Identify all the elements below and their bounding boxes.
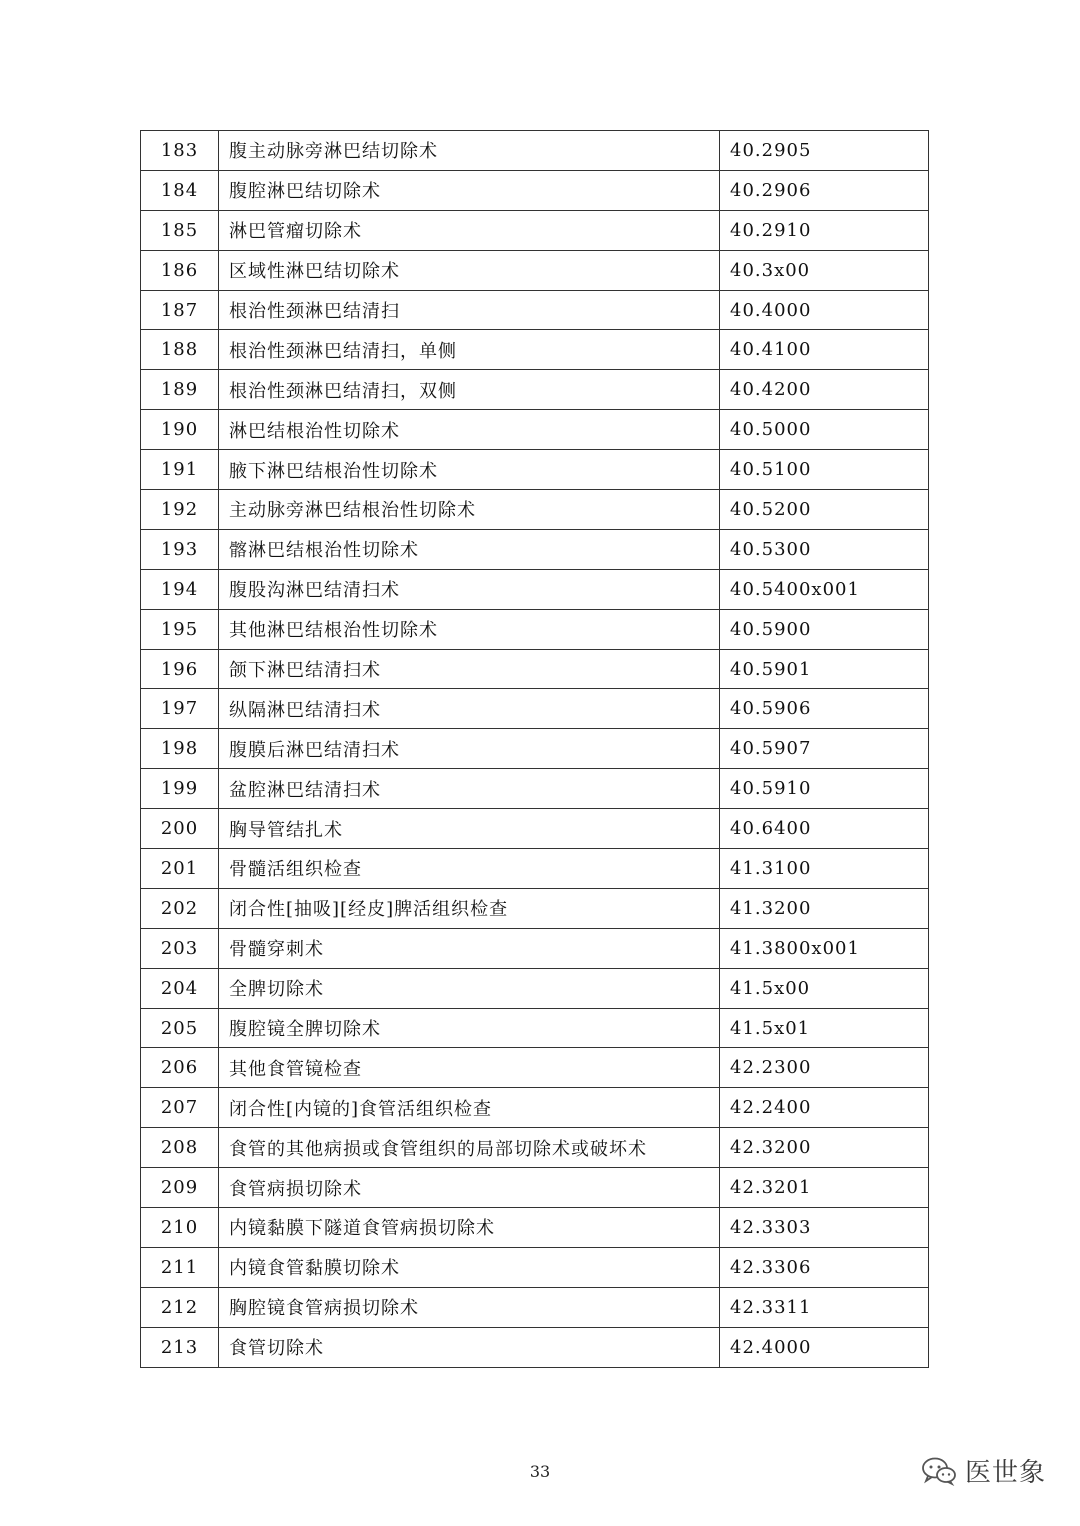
table-row	[141, 490, 929, 530]
procedure-code: 40.5900	[720, 609, 929, 649]
procedure-code: 40.5200	[720, 490, 929, 530]
procedure-name: 颌下淋巴结清扫术	[219, 649, 720, 689]
table-row	[141, 410, 929, 450]
page-number: 33	[529, 1462, 551, 1481]
row-number: 189	[141, 370, 219, 410]
procedure-code: 40.5400x001	[720, 569, 929, 609]
table-row	[141, 1168, 929, 1208]
wechat-icon	[921, 1456, 957, 1486]
procedure-code: 40.5907	[720, 729, 929, 769]
row-number: 194	[141, 569, 219, 609]
table-row	[141, 1247, 929, 1287]
table-body	[141, 131, 929, 1368]
row-number: 184	[141, 170, 219, 210]
procedure-code: 40.6400	[720, 809, 929, 849]
row-number: 212	[141, 1287, 219, 1327]
row-number: 207	[141, 1088, 219, 1128]
row-number: 198	[141, 729, 219, 769]
procedure-code: 42.3306	[720, 1247, 929, 1287]
procedure-name: 纵隔淋巴结清扫术	[219, 689, 720, 729]
procedure-name: 腹股沟淋巴结清扫术	[219, 569, 720, 609]
row-number: 192	[141, 490, 219, 530]
row-number: 200	[141, 809, 219, 849]
row-number: 195	[141, 609, 219, 649]
table-row	[141, 210, 929, 250]
table-row	[141, 370, 929, 410]
procedure-code: 40.2905	[720, 131, 929, 171]
row-number: 193	[141, 529, 219, 569]
procedure-code: 41.3200	[720, 888, 929, 928]
procedure-name: 髂淋巴结根治性切除术	[219, 529, 720, 569]
procedure-name: 淋巴管瘤切除术	[219, 210, 720, 250]
table-row	[141, 609, 929, 649]
procedure-code: 40.3x00	[720, 250, 929, 290]
row-number: 186	[141, 250, 219, 290]
row-number: 211	[141, 1247, 219, 1287]
procedure-name: 食管病损切除术	[219, 1168, 720, 1208]
procedure-code: 40.2910	[720, 210, 929, 250]
row-number: 187	[141, 290, 219, 330]
table-row	[141, 809, 929, 849]
procedure-code: 40.5901	[720, 649, 929, 689]
procedure-name: 腹腔淋巴结切除术	[219, 170, 720, 210]
table-row	[141, 1128, 929, 1168]
procedure-code: 40.4000	[720, 290, 929, 330]
procedure-name: 食管的其他病损或食管组织的局部切除术或破坏术	[219, 1128, 720, 1168]
row-number: 199	[141, 769, 219, 809]
table-row	[141, 529, 929, 569]
table-row	[141, 450, 929, 490]
procedure-name: 闭合性[抽吸][经皮]脾活组织检查	[219, 888, 720, 928]
row-number: 185	[141, 210, 219, 250]
procedure-name: 主动脉旁淋巴结根治性切除术	[219, 490, 720, 530]
table-row	[141, 689, 929, 729]
procedure-name: 内镜黏膜下隧道食管病损切除术	[219, 1208, 720, 1248]
procedure-code: 42.2300	[720, 1048, 929, 1088]
row-number: 196	[141, 649, 219, 689]
table-row	[141, 928, 929, 968]
row-number: 183	[141, 131, 219, 171]
procedure-code: 40.4200	[720, 370, 929, 410]
table-row	[141, 888, 929, 928]
row-number: 201	[141, 849, 219, 889]
procedure-code: 40.5910	[720, 769, 929, 809]
procedure-code: 40.4100	[720, 330, 929, 370]
table-row	[141, 1008, 929, 1048]
procedure-code: 42.3200	[720, 1128, 929, 1168]
procedure-code: 42.4000	[720, 1327, 929, 1367]
procedure-code: 42.2400	[720, 1088, 929, 1128]
procedure-code: 41.3100	[720, 849, 929, 889]
procedure-name: 全脾切除术	[219, 968, 720, 1008]
table-row	[141, 849, 929, 889]
procedure-name: 淋巴结根治性切除术	[219, 410, 720, 450]
table-row	[141, 569, 929, 609]
procedure-code-table	[140, 130, 929, 1368]
row-number: 204	[141, 968, 219, 1008]
row-number: 203	[141, 928, 219, 968]
procedure-code: 42.3311	[720, 1287, 929, 1327]
row-number: 190	[141, 410, 219, 450]
row-number: 197	[141, 689, 219, 729]
procedure-name: 根治性颈淋巴结清扫，双侧	[219, 370, 720, 410]
procedure-name: 内镜食管黏膜切除术	[219, 1247, 720, 1287]
table-row	[141, 290, 929, 330]
procedure-name: 骨髓活组织检查	[219, 849, 720, 889]
table-row	[141, 131, 929, 171]
row-number: 209	[141, 1168, 219, 1208]
table-row	[141, 729, 929, 769]
procedure-name: 腹腔镜全脾切除术	[219, 1008, 720, 1048]
table-row	[141, 769, 929, 809]
procedure-name: 骨髓穿刺术	[219, 928, 720, 968]
procedure-name: 其他食管镜检查	[219, 1048, 720, 1088]
procedure-code: 41.5x01	[720, 1008, 929, 1048]
procedure-code: 41.5x00	[720, 968, 929, 1008]
table-row	[141, 1048, 929, 1088]
table-row	[141, 330, 929, 370]
row-number: 205	[141, 1008, 219, 1048]
table-row	[141, 968, 929, 1008]
procedure-name: 腹主动脉旁淋巴结切除术	[219, 131, 720, 171]
procedure-name: 腋下淋巴结根治性切除术	[219, 450, 720, 490]
procedure-name: 腹膜后淋巴结清扫术	[219, 729, 720, 769]
procedure-code: 40.5100	[720, 450, 929, 490]
procedure-code: 40.5000	[720, 410, 929, 450]
row-number: 202	[141, 888, 219, 928]
row-number: 188	[141, 330, 219, 370]
row-number: 206	[141, 1048, 219, 1088]
watermark	[921, 1452, 1046, 1489]
procedure-code: 40.5906	[720, 689, 929, 729]
procedure-name: 胸导管结扎术	[219, 809, 720, 849]
table-row	[141, 1088, 929, 1128]
row-number: 191	[141, 450, 219, 490]
procedure-name: 其他淋巴结根治性切除术	[219, 609, 720, 649]
procedure-name: 胸腔镜食管病损切除术	[219, 1287, 720, 1327]
row-number: 208	[141, 1128, 219, 1168]
table-row	[141, 649, 929, 689]
procedure-code: 41.3800x001	[720, 928, 929, 968]
procedure-name: 盆腔淋巴结清扫术	[219, 769, 720, 809]
procedure-name: 根治性颈淋巴结清扫，单侧	[219, 330, 720, 370]
procedure-code: 40.2906	[720, 170, 929, 210]
procedure-name: 食管切除术	[219, 1327, 720, 1367]
row-number: 213	[141, 1327, 219, 1367]
table-row	[141, 250, 929, 290]
procedure-name: 闭合性[内镜的]食管活组织检查	[219, 1088, 720, 1128]
row-number: 210	[141, 1208, 219, 1248]
watermark-text: 医世象	[964, 1458, 1046, 1488]
procedure-name: 区域性淋巴结切除术	[219, 250, 720, 290]
procedure-code: 42.3201	[720, 1168, 929, 1208]
procedure-code: 40.5300	[720, 529, 929, 569]
table-row	[141, 1208, 929, 1248]
procedure-name: 根治性颈淋巴结清扫	[219, 290, 720, 330]
procedure-code: 42.3303	[720, 1208, 929, 1248]
table-row	[141, 170, 929, 210]
table-row	[141, 1287, 929, 1327]
table-row	[141, 1327, 929, 1367]
